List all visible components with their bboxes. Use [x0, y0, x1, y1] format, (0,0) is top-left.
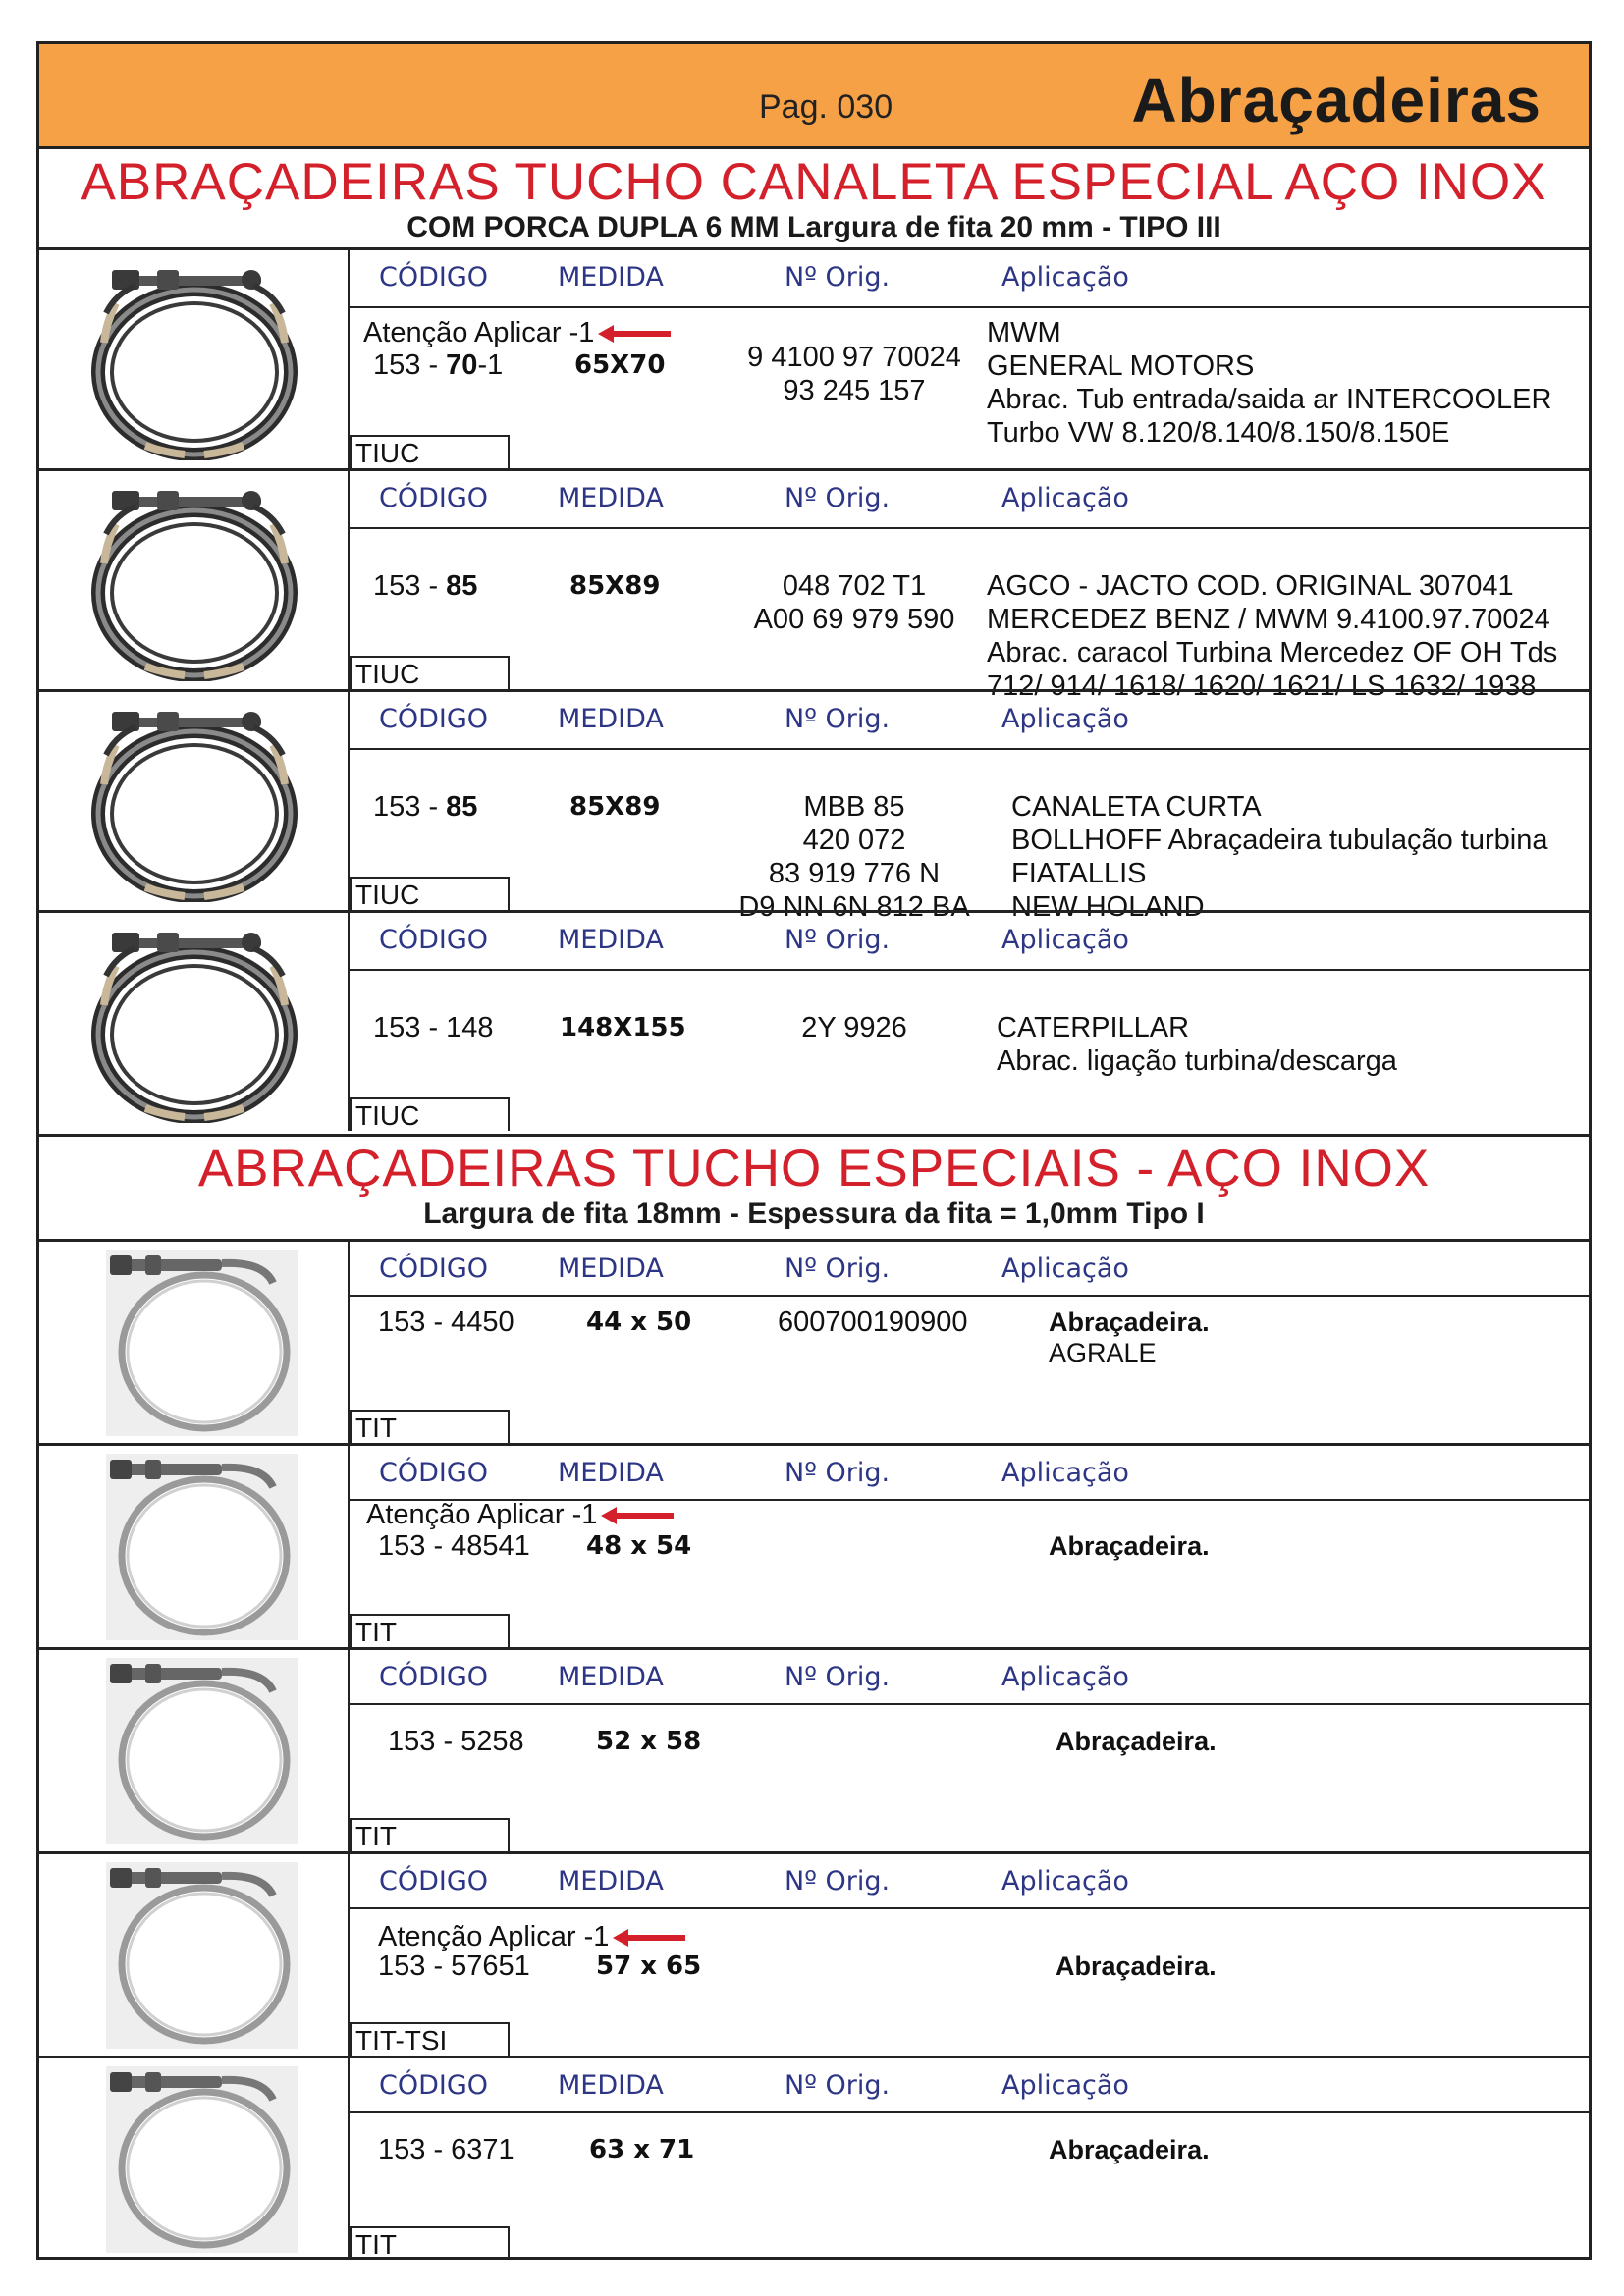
column-header-codigo: CÓDIGO: [379, 1866, 489, 1896]
product-code: [373, 790, 477, 824]
product-image-cell: [39, 471, 350, 689]
aplicacao-line: AGCO - JACTO COD. ORIGINAL 307041: [987, 570, 1514, 602]
column-header-codigo: CÓDIGO: [379, 1254, 489, 1284]
aplicacao-line: AGRALE: [1049, 1338, 1157, 1367]
product-type-tag: TIUC: [350, 1097, 510, 1131]
aplicacao-title: Abraçadeira.: [1049, 1308, 1210, 1337]
column-header-row: [350, 1446, 1589, 1501]
column-header-codigo: CÓDIGO: [379, 1662, 489, 1692]
product-row: [39, 1851, 1589, 2056]
column-header-codigo: CÓDIGO: [379, 483, 489, 513]
attention-notice: [363, 317, 671, 349]
product-code: 153 - 48541: [378, 1530, 530, 1562]
product-code-suffix: -1: [477, 349, 504, 381]
page-number: Pag. 030: [759, 88, 893, 126]
column-header-medida: MEDIDA: [558, 483, 664, 513]
product-code: 153 - 4450: [378, 1307, 514, 1338]
tiuc-clamp-image: [77, 927, 312, 1123]
tit-clamp-image: [106, 1250, 298, 1436]
column-header-medida: MEDIDA: [558, 262, 664, 293]
product-image-cell: [39, 1446, 350, 1647]
product-medida: 85X89: [569, 792, 661, 822]
product-medida: 48 x 54: [586, 1531, 692, 1561]
red-arrow-icon: [598, 325, 671, 343]
attention-notice-text: Atenção Aplicar -1: [366, 1499, 598, 1530]
aplicacao-line: BOLLHOFF Abraçadeira tubulação turbina: [1011, 825, 1548, 856]
product-image-cell: [39, 913, 350, 1131]
aplicacao-line: Turbo VW 8.120/8.140/8.150/8.150E: [987, 417, 1450, 449]
column-header-codigo: CÓDIGO: [379, 925, 489, 955]
product-orig-numbers: [727, 341, 982, 407]
aplicacao-title: Abraçadeira.: [1056, 1727, 1217, 1756]
product-row: [39, 910, 1589, 1131]
aplicacao-line: FIATALLIS: [1011, 858, 1147, 889]
product-type-tag: TIUC: [350, 656, 510, 689]
product-aplicacao: [1049, 1529, 1210, 1563]
aplicacao-line: 712/ 914/ 1618/ 1620/ 1621/ LS 1632/ 1938: [987, 670, 1537, 702]
column-header-row: [350, 471, 1589, 529]
column-header-aplicacao: Aplicação: [1001, 1458, 1129, 1488]
product-image-cell: [39, 1650, 350, 1851]
column-header-orig: Nº Orig.: [785, 1662, 891, 1692]
page-brand-title: Abraçadeiras: [1131, 65, 1542, 135]
column-header-aplicacao: Aplicação: [1001, 2070, 1129, 2101]
product-code: 153 - 6371: [378, 2134, 514, 2165]
column-header-orig: Nº Orig.: [785, 2070, 891, 2101]
aplicacao-line: Abrac. Tub entrada/saida ar INTERCOOLER: [987, 384, 1552, 415]
product-row: [39, 1239, 1589, 1443]
section1-subtitle: COM PORCA DUPLA 6 MM Largura de fita 20 mm - TIPO III: [406, 211, 1221, 243]
product-aplicacao: [1056, 1949, 1217, 1983]
aplicacao-line: CANALETA CURTA: [1011, 791, 1262, 823]
column-header-orig: Nº Orig.: [785, 262, 891, 293]
column-header-medida: MEDIDA: [558, 1254, 664, 1284]
product-row: [39, 1443, 1589, 1647]
orig-number: 9 4100 97 70024: [747, 342, 961, 373]
column-header-medida: MEDIDA: [558, 1662, 664, 1692]
product-image-cell: [39, 1854, 350, 2056]
column-header-medida: MEDIDA: [558, 1866, 664, 1896]
aplicacao-line: CATERPILLAR: [997, 1012, 1190, 1043]
column-header-aplicacao: Aplicação: [1001, 483, 1129, 513]
column-header-medida: MEDIDA: [558, 704, 664, 734]
orig-number: 83 919 776 N: [768, 858, 941, 889]
product-image-cell: [39, 1242, 350, 1443]
column-header-row: [350, 1242, 1589, 1297]
aplicacao-line: MERCEDEZ BENZ / MWM 9.4100.97.70024: [987, 604, 1550, 635]
tit-clamp-image: [106, 1454, 298, 1640]
product-code-prefix: 153 -: [373, 349, 447, 381]
column-header-aplicacao: Aplicação: [1001, 1662, 1129, 1692]
product-code-prefix: 153 -: [373, 791, 447, 823]
aplicacao-title: Abraçadeira.: [1049, 1531, 1210, 1561]
column-header-row: [350, 913, 1589, 971]
product-image-cell: [39, 692, 350, 910]
aplicacao-line: GENERAL MOTORS: [987, 350, 1255, 382]
product-type-tag: TIT: [350, 1410, 510, 1443]
tit-clamp-image: [106, 2066, 298, 2253]
column-header-codigo: CÓDIGO: [379, 704, 489, 734]
column-header-orig: Nº Orig.: [785, 1866, 891, 1896]
column-header-codigo: CÓDIGO: [379, 262, 489, 293]
column-header-aplicacao: Aplicação: [1001, 1866, 1129, 1896]
orig-number: MBB 85: [803, 791, 905, 823]
tit-clamp-image: [106, 1658, 298, 1844]
product-code: 153 - 57651: [378, 1950, 530, 1982]
product-code-number: 70: [446, 349, 478, 381]
product-aplicacao: [1011, 790, 1547, 924]
catalog-page-frame: [36, 41, 1592, 2260]
tiuc-clamp-image: [77, 485, 312, 681]
product-image-cell: [39, 250, 350, 468]
aplicacao-title: Abraçadeira.: [1056, 1951, 1217, 1981]
column-header-row: [350, 2058, 1589, 2113]
product-orig-numbers: [727, 1011, 982, 1044]
page-header: [39, 44, 1589, 149]
aplicacao-line: Abrac. caracol Turbina Mercedez OF OH Tds: [987, 637, 1558, 668]
product-image-cell: [39, 2058, 350, 2260]
product-type-tag: TIT: [350, 2226, 510, 2260]
section1-title-block: [39, 149, 1589, 250]
product-type-tag: TIT-TSI: [350, 2022, 510, 2056]
product-row: [39, 1647, 1589, 1851]
column-header-orig: Nº Orig.: [785, 1254, 891, 1284]
column-header-aplicacao: Aplicação: [1001, 262, 1129, 293]
orig-number: 93 245 157: [783, 375, 926, 406]
section2-subtitle: Largura de fita 18mm - Espessura da fita = 1,0mm Tipo I: [423, 1198, 1205, 1230]
column-header-aplicacao: Aplicação: [1001, 704, 1129, 734]
product-aplicacao: [1056, 1725, 1217, 1758]
product-code-number: 85: [446, 570, 478, 602]
product-medida: 63 x 71: [589, 2135, 695, 2164]
product-row: [39, 247, 1589, 468]
column-header-aplicacao: Aplicação: [1001, 925, 1129, 955]
product-medida: 148X155: [560, 1013, 686, 1042]
red-arrow-icon: [613, 1929, 685, 1947]
section2-title-block: [39, 1134, 1589, 1239]
column-header-codigo: CÓDIGO: [379, 2070, 489, 2101]
section1-title: ABRAÇADEIRAS TUCHO CANALETA ESPECIAL AÇO INOX: [81, 153, 1547, 211]
aplicacao-line: MWM: [987, 317, 1061, 348]
column-header-medida: MEDIDA: [558, 1458, 664, 1488]
product-orig-numbers: [727, 569, 982, 636]
tiuc-clamp-image: [77, 264, 312, 460]
column-header-medida: MEDIDA: [558, 925, 664, 955]
product-code-prefix: 153 -: [373, 570, 447, 602]
product-type-tag: TIUC: [350, 435, 510, 468]
product-row: [39, 468, 1589, 702]
product-aplicacao: [1049, 1306, 1210, 1366]
product-code-prefix: 153 - 148: [373, 1012, 494, 1043]
product-orig-number: 600700190900: [778, 1307, 968, 1338]
attention-notice: [366, 1499, 674, 1531]
orig-number: 420 072: [802, 825, 906, 856]
product-medida: 65X70: [574, 350, 666, 380]
column-header-orig: Nº Orig.: [785, 925, 891, 955]
column-header-medida: MEDIDA: [558, 2070, 664, 2101]
column-header-row: [350, 250, 1589, 308]
product-medida: 85X89: [569, 571, 661, 601]
product-aplicacao: [1049, 2133, 1210, 2166]
tit-clamp-image: [106, 1862, 298, 2049]
product-aplicacao: [987, 569, 1557, 703]
product-code: [373, 348, 503, 382]
section2-title: ABRAÇADEIRAS TUCHO ESPECIAIS - AÇO INOX: [197, 1140, 1431, 1198]
column-header-row: [350, 692, 1589, 750]
column-header-orig: Nº Orig.: [785, 704, 891, 734]
orig-number: 048 702 T1: [782, 570, 927, 602]
attention-notice-text: Atenção Aplicar -1: [378, 1921, 610, 1952]
product-medida: 57 x 65: [596, 1951, 702, 1981]
orig-number: D9 NN 6N 812 BA: [738, 891, 970, 923]
product-type-tag: TIUC: [350, 877, 510, 910]
orig-number: A00 69 979 590: [753, 604, 955, 635]
aplicacao-line: Abrac. ligação turbina/descarga: [997, 1045, 1397, 1077]
product-code: [373, 1011, 494, 1044]
product-medida: 44 x 50: [586, 1308, 692, 1337]
product-code: 153 - 5258: [388, 1726, 524, 1757]
column-header-orig: Nº Orig.: [785, 1458, 891, 1488]
product-code-number: 85: [446, 791, 478, 823]
aplicacao-title: Abraçadeira.: [1049, 2135, 1210, 2164]
product-type-tag: TIT: [350, 1614, 510, 1647]
column-header-orig: Nº Orig.: [785, 483, 891, 513]
aplicacao-line: NEW HOLAND: [1011, 891, 1205, 923]
product-medida: 52 x 58: [596, 1727, 702, 1756]
product-orig-numbers: [727, 790, 982, 924]
product-type-tag: TIT: [350, 1818, 510, 1851]
product-row: [39, 2056, 1589, 2260]
product-aplicacao: [997, 1011, 1397, 1078]
product-code: [373, 569, 477, 603]
red-arrow-icon: [601, 1507, 674, 1524]
column-header-codigo: CÓDIGO: [379, 1458, 489, 1488]
tiuc-clamp-image: [77, 706, 312, 902]
column-header-row: [350, 1650, 1589, 1705]
product-row: [39, 689, 1589, 923]
orig-number: 2Y 9926: [801, 1012, 907, 1043]
column-header-row: [350, 1854, 1589, 1909]
column-header-aplicacao: Aplicação: [1001, 1254, 1129, 1284]
product-aplicacao: [987, 316, 1551, 450]
attention-notice-text: Atenção Aplicar -1: [363, 317, 595, 348]
